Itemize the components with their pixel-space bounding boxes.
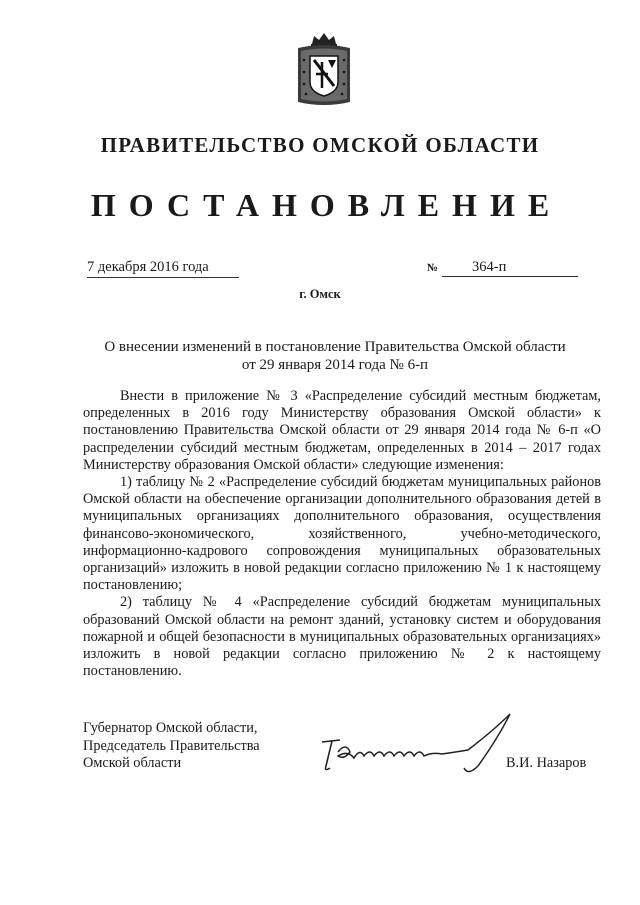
body-paragraph-item-2: 2) таблицу № 4 «Распределение субсидий бюджетам муниципальных образований Омской области на ремонт зданий, установку систем и оборудования пожарной и общей безопасности в муниципальных образовательных организациях» изложить в новой редакции согласно приложению № 2 к настоящему постановлению. (83, 594, 601, 680)
document-type-title: ПОСТАНОВЛЕНИЕ (90, 187, 563, 223)
body-paragraph-intro: Внести в приложение № 3 «Распределение субсидий местным бюджетам, определенных в 2016 году Министерству образования Омской области» к постановлению Правительства Омской области от 29 января 2014 года № 6-п «О распределении субсидий местным бюджетам, определенных в 2014 – 2017 годах Министерству образования Омской области» следующие изменения: (83, 388, 601, 473)
decree-subject (90, 339, 580, 374)
decree-date: 7 декабря 2016 года (87, 259, 239, 278)
subject-line-2: от 29 января 2014 года № 6-п (241, 356, 429, 373)
omsk-coat-of-arms-icon (292, 30, 356, 110)
decree-city: г. Омск (299, 287, 341, 301)
subject-line-1: О внесении изменений в постановление Правительства Омской области (104, 339, 566, 355)
body-paragraph-item-1: 1) таблицу № 2 «Распределение субсидий бюджетам муниципальных районов Омской области на обеспечение организации дополнительного образования детей в муниципальных организациях дополнительного образования, осуществления финансово-экономического, хозяйственного, учебно-методического, информационно-кадрового сопровождения муниципальных образовательных организаций» изложить в новой редакции согласно приложению № 1 к настоящему постановлению; (83, 474, 601, 594)
signatory-name: В.И. Назаров (506, 755, 587, 771)
decree-number: 364-п (442, 259, 578, 277)
decree-body (83, 388, 601, 680)
government-name: ПРАВИТЕЛЬСТВО ОМСКОЙ ОБЛАСТИ (100, 133, 540, 157)
signatory-title-line: Председатель Правительства (83, 737, 260, 754)
signatory-title-line: Губернатор Омской области, (83, 720, 258, 736)
handwritten-signature-icon (318, 708, 514, 780)
decree-number-label: № (427, 262, 439, 274)
signatory-title (83, 720, 260, 773)
signatory-title-line: Омской области (83, 755, 182, 771)
